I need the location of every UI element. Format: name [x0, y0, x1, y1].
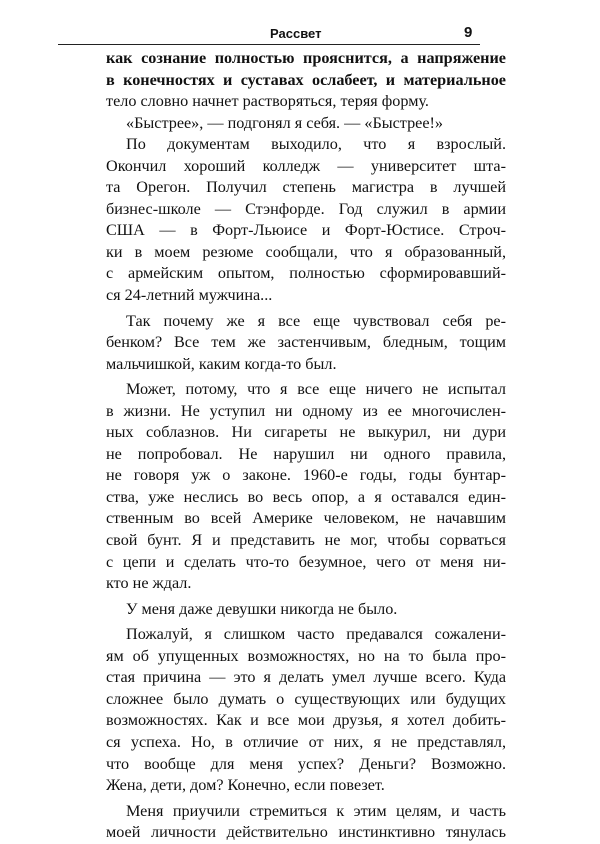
body-text	[106, 48, 506, 844]
text-line: бизнес-школе — Стэнфорде. Год служил в армии	[106, 199, 506, 218]
paragraph	[106, 134, 506, 306]
text-line: не попробовал. Не нарушил ни одного правила,	[106, 444, 506, 463]
text-line: как сознание полностью прояснится, а напряжение	[106, 49, 506, 67]
text-line: стая причина — это я делать умел лучше всего. Куда	[106, 668, 506, 687]
paragraph	[106, 801, 506, 844]
text-line: ся успеха. Но, в отличие от них, я не представлял,	[106, 732, 506, 751]
text-line: что вообще для меня успех? Деньги? Возможно.	[106, 754, 506, 773]
text-line: кто не ждал.	[106, 574, 192, 593]
text-line: ся 24-летний мужчина...	[106, 286, 273, 305]
paragraph	[106, 599, 506, 621]
text-line: Пожалуй, я слишком часто предавался сожалени-	[126, 625, 506, 644]
text-line: не говоря уж о законе. 1960-е годы, годы бунтар-	[106, 466, 506, 485]
text-line: Меня приучили стремиться к этим целям, и часть	[126, 801, 506, 820]
text-line: ки в моем резюме сообщали, что я образованный,	[106, 242, 506, 261]
paragraph	[106, 624, 506, 796]
text-line: с цепи и сделать что-то безумное, чего от меня ни-	[106, 552, 506, 571]
paragraph	[106, 379, 506, 594]
text-line: ных соблазнов. Ни сигареты не выкурил, ни дури	[106, 423, 506, 442]
text-line: У меня даже девушки никогда не было.	[126, 599, 398, 618]
paragraph	[106, 48, 506, 113]
running-head	[58, 24, 508, 44]
text-line: свой бунт. Я и представить не мог, чтобы сорваться	[106, 531, 506, 550]
text-line: возможностях. Как и все мои друзья, я хотел добить-	[106, 711, 506, 730]
text-line: сложнее было думать о существующих или будущих	[106, 689, 506, 708]
text-line: с армейским опытом, полностью сформировавший-	[106, 264, 506, 283]
text-line: моей личности действительно инстинктивно тянулась	[106, 823, 506, 842]
text-line: ям об упущенных возможностях, но на то была про-	[106, 646, 506, 665]
paragraph	[106, 311, 506, 376]
text-line: США — в Форт-Льюисе и Форт-Юстисе. Строч-	[106, 221, 506, 240]
text-line: Может, потому, что я все еще ничего не испытал	[126, 380, 506, 399]
text-line: мальчишкой, каким когда-то был.	[106, 354, 337, 373]
page-number: 9	[464, 24, 473, 41]
text-line: в конечностях и суставах ослабеет, и материальное	[106, 70, 506, 89]
text-line: тело словно начнет растворяться, теряя форму.	[106, 92, 429, 111]
text-line: ства, уже неслись во весь опор, а я оставался един-	[106, 487, 506, 506]
text-line: та Орегон. Получил степень магистра в лучшей	[106, 178, 506, 197]
text-line: Жена, дети, дом? Конечно, если повезет.	[106, 776, 385, 795]
text-line: в жизни. Не уступил ни одному из ее многочислен-	[106, 401, 506, 420]
text-line: «Быстрее», — подгонял я себя. — «Быстрее!»	[126, 113, 444, 132]
text-line: Окончил хороший колледж — университет шта-	[106, 156, 506, 175]
text-line: Так почему же я все еще чувствовал себя ре-	[126, 311, 506, 330]
header-rule	[58, 44, 480, 45]
text-line: ственным во всей Америке человеком, не начавшим	[106, 509, 506, 528]
text-line: По документам выходило, что я взрослый.	[126, 135, 506, 154]
paragraph	[106, 113, 506, 135]
running-title: Рассвет	[270, 26, 322, 41]
text-line: бенком? Все тем же застенчивым, бледным, тощим	[106, 333, 506, 352]
